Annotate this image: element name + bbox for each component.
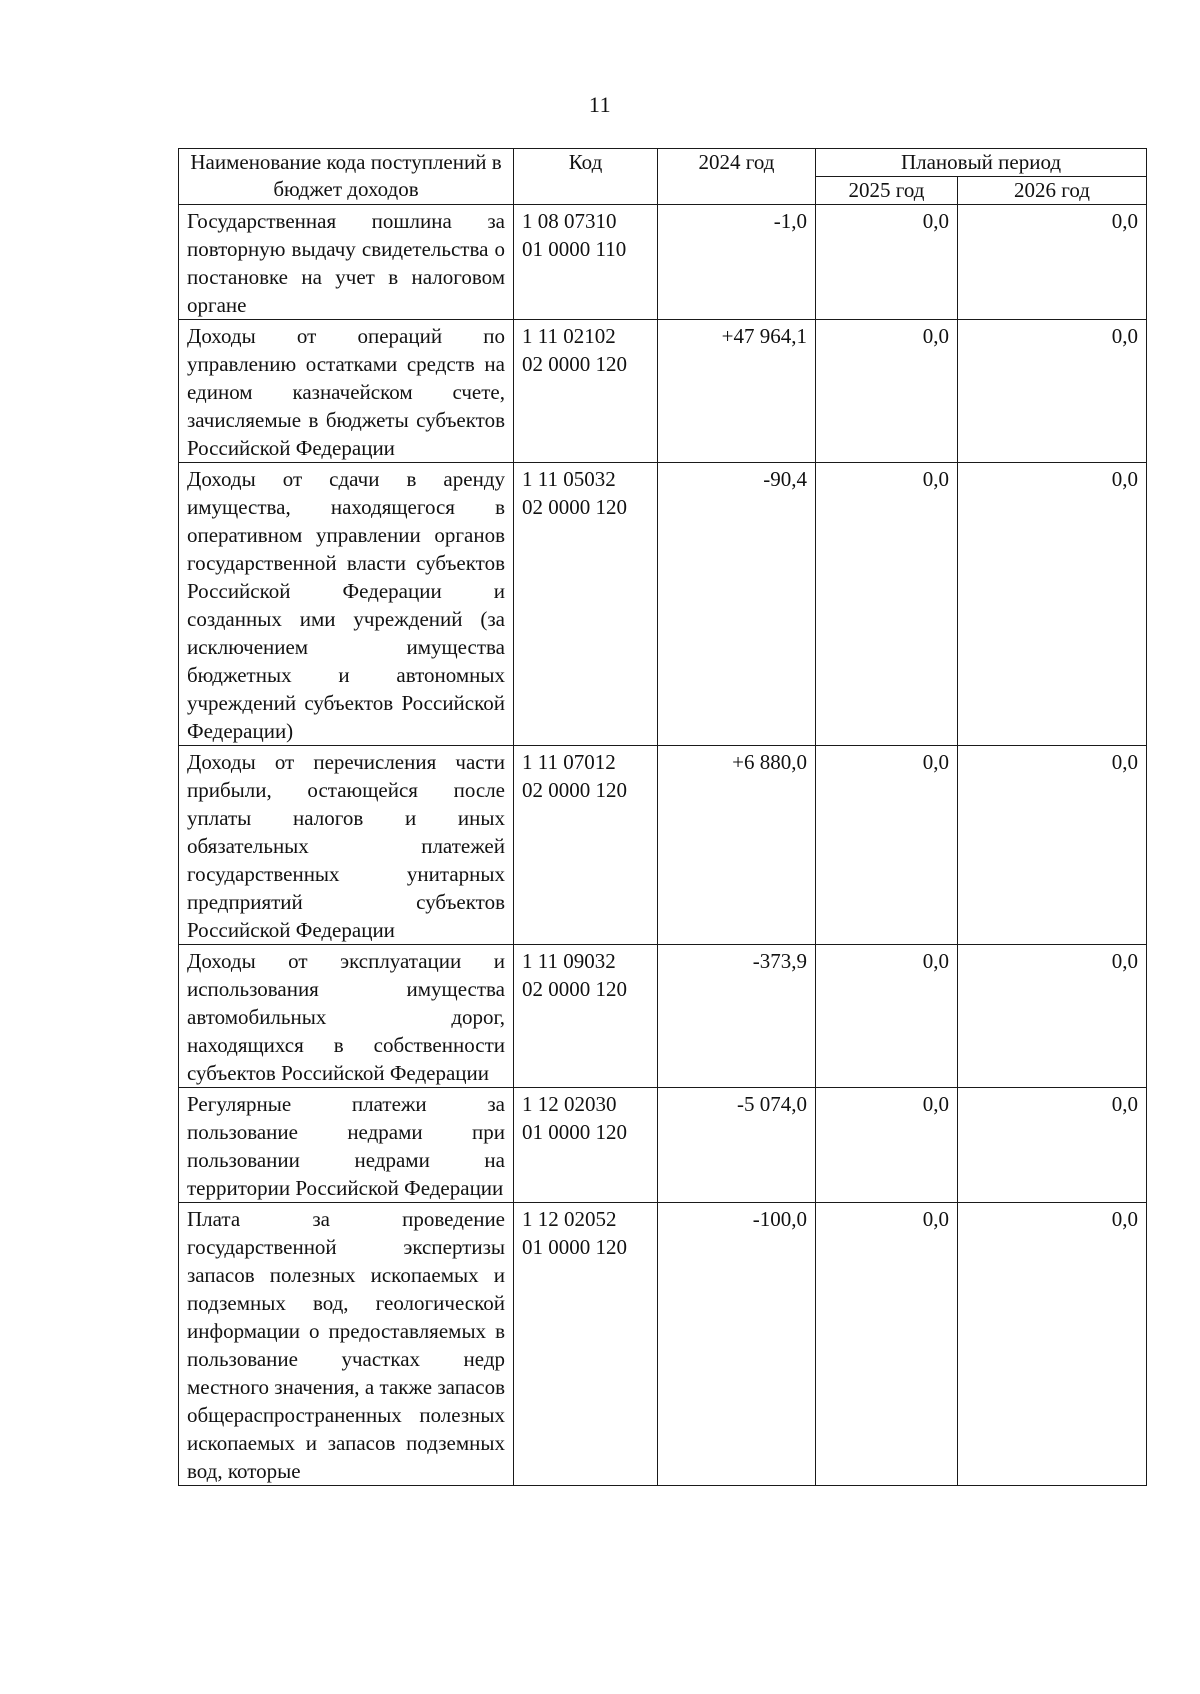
table-row [179, 945, 1147, 1088]
header-row-top [179, 149, 1147, 177]
row-value-2024: -90,4 [658, 463, 816, 746]
row-code [514, 205, 658, 320]
row-value-2026: 0,0 [958, 320, 1147, 463]
header-planning-period: Плановый период [816, 149, 1147, 177]
row-value-2025: 0,0 [816, 463, 958, 746]
row-name: Доходы от сдачи в аренду имущества, находящегося в оперативном управлении органов государственной власти субъектов Российской Федерации и созданных ими учреждений (за исключением имущества бюджетных и автономных учреждений субъектов Российской Федерации) [179, 463, 514, 746]
row-value-2025: 0,0 [816, 1203, 958, 1486]
code-line-2: 01 0000 120 [522, 1120, 627, 1144]
header-2025: 2025 год [816, 177, 958, 205]
row-value-2026: 0,0 [958, 1203, 1147, 1486]
page-number: 11 [588, 92, 612, 117]
row-value-2024: +47 964,1 [658, 320, 816, 463]
row-value-2026: 0,0 [958, 205, 1147, 320]
code-line-1: 1 11 02102 [522, 324, 616, 348]
row-name: Доходы от операций по управлению остатками средств на едином казначейском счете, зачисляемые в бюджеты субъектов Российской Федерации [179, 320, 514, 463]
table-row [179, 1203, 1147, 1486]
code-line-1: 1 11 05032 [522, 467, 616, 491]
row-code [514, 320, 658, 463]
row-name: Государственная пошлина за повторную выдачу свидетельства о постановке на учет в налоговом органе [179, 205, 514, 320]
row-value-2026: 0,0 [958, 463, 1147, 746]
code-line-2: 02 0000 120 [522, 977, 627, 1001]
row-value-2026: 0,0 [958, 746, 1147, 945]
header-2026: 2026 год [958, 177, 1147, 205]
code-line-2: 01 0000 110 [522, 237, 627, 261]
code-line-2: 02 0000 120 [522, 352, 627, 376]
row-code [514, 1088, 658, 1203]
code-line-1: 1 12 02030 [522, 1092, 617, 1116]
row-value-2025: 0,0 [816, 746, 958, 945]
header-name: Наименование кода поступлений в бюджет доходов [179, 149, 514, 205]
code-line-2: 02 0000 120 [522, 495, 627, 519]
row-value-2024: -373,9 [658, 945, 816, 1088]
table-header [179, 149, 1147, 205]
table-row [179, 320, 1147, 463]
row-value-2026: 0,0 [958, 945, 1147, 1088]
table-row [179, 1088, 1147, 1203]
header-2024: 2024 год [658, 149, 816, 205]
table-row [179, 746, 1147, 945]
row-value-2024: -100,0 [658, 1203, 816, 1486]
code-line-1: 1 08 07310 [522, 209, 617, 233]
row-name: Плата за проведение государственной экспертизы запасов полезных ископаемых и подземных вод, геологической информации о предоставляемых в пользование участках недр местного значения, а также запасов общераспространенных полезных ископаемых и запасов подземных вод, которые [179, 1203, 514, 1486]
code-line-1: 1 11 07012 [522, 750, 616, 774]
row-code [514, 463, 658, 746]
row-name: Регулярные платежи за пользование недрами при пользовании недрами на территории Российской Федерации [179, 1088, 514, 1203]
row-code [514, 746, 658, 945]
row-code [514, 1203, 658, 1486]
header-code: Код [514, 149, 658, 205]
row-value-2025: 0,0 [816, 205, 958, 320]
revenue-table [178, 148, 1147, 1486]
row-value-2024: +6 880,0 [658, 746, 816, 945]
code-line-2: 01 0000 120 [522, 1235, 627, 1259]
row-value-2025: 0,0 [816, 945, 958, 1088]
row-value-2025: 0,0 [816, 320, 958, 463]
code-line-2: 02 0000 120 [522, 778, 627, 802]
code-line-1: 1 12 02052 [522, 1207, 617, 1231]
row-name: Доходы от перечисления части прибыли, остающейся после уплаты налогов и иных обязательных платежей государственных унитарных предприятий субъектов Российской Федерации [179, 746, 514, 945]
table-body [179, 205, 1147, 1486]
row-value-2026: 0,0 [958, 1088, 1147, 1203]
table-row [179, 205, 1147, 320]
row-value-2025: 0,0 [816, 1088, 958, 1203]
row-value-2024: -5 074,0 [658, 1088, 816, 1203]
row-code [514, 945, 658, 1088]
row-name: Доходы от эксплуатации и использования имущества автомобильных дорог, находящихся в собственности субъектов Российской Федерации [179, 945, 514, 1088]
row-value-2024: -1,0 [658, 205, 816, 320]
code-line-1: 1 11 09032 [522, 949, 616, 973]
table-row [179, 463, 1147, 746]
